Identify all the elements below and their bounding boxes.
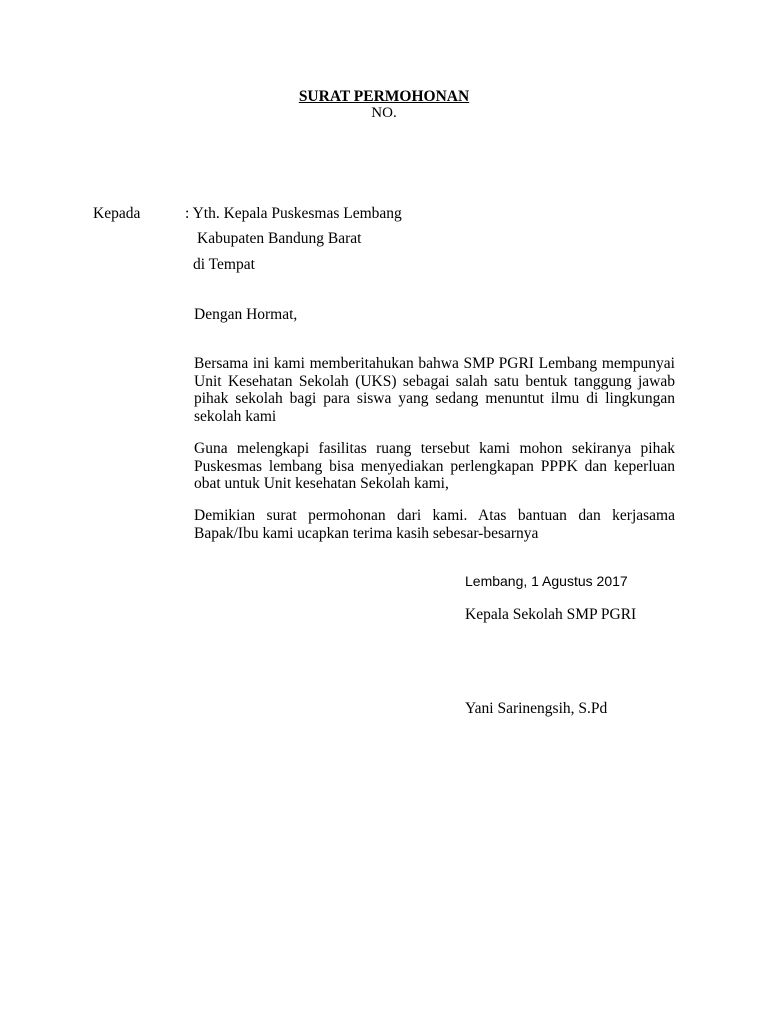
recipient-line-1: : Yth. Kepala Puskesmas Lembang <box>185 205 402 222</box>
recipient-line-2: Kabupaten Bandung Barat <box>197 230 362 247</box>
recipient-line-3: di Tempat <box>193 256 255 273</box>
body-paragraph-1: Bersama ini kami memberitahukan bahwa SMP PGRI Lembang mempunyai Unit Kesehatan Sekolah (UKS) sebagai salah satu bentuk tanggung jawab pihak sekolah bagi para siswa yang sedang menuntut ilmu di lingkungan sekolah kami <box>194 355 675 425</box>
signatory-title: Kepala Sekolah SMP PGRI <box>465 606 637 623</box>
body-paragraph-3: Demikian surat permohonan dari kami. Atas bantuan dan kerjasama Bapak/Ibu kami ucapkan terima kasih sebesar-besarnya <box>194 507 675 542</box>
letter-title: SURAT PERMOHONAN <box>298 88 470 105</box>
signatory-name: Yani Sarinengsih, S.Pd <box>465 700 608 717</box>
body-paragraph-2: Guna melengkapi fasilitas ruang tersebut kami mohon sekiranya pihak Puskesmas lembang bisa menyediakan perlengkapan PPPK dan keperluan obat untuk Unit kesehatan Sekolah kami, <box>194 440 675 492</box>
salutation: Dengan Hormat, <box>194 306 298 323</box>
recipient-label: Kepada <box>93 205 141 222</box>
letter-number: NO. <box>371 105 397 121</box>
place-date: Lembang, 1 Agustus 2017 <box>465 573 628 589</box>
